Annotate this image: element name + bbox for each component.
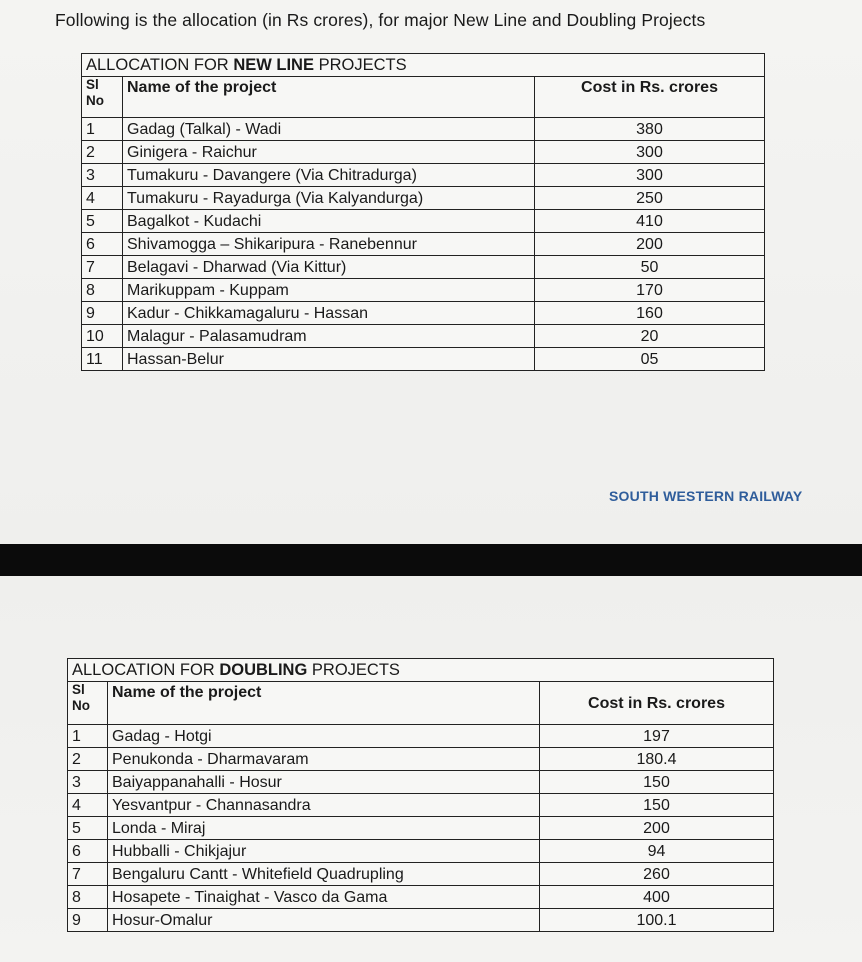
row-project-name: Kadur - Chikkamagaluru - Hassan <box>123 302 535 325</box>
row-project-name: Ginigera - Raichur <box>123 141 535 164</box>
caption-suffix: PROJECTS <box>307 660 400 679</box>
row-sl-number: 2 <box>82 141 123 164</box>
table-row <box>68 725 774 748</box>
col-sl-header <box>68 682 108 725</box>
row-project-name: Hubballi - Chikjajur <box>108 840 540 863</box>
row-cost: 20 <box>535 325 765 348</box>
row-sl-number: 8 <box>68 886 108 909</box>
new-line-table <box>81 53 765 371</box>
page-divider <box>0 544 862 576</box>
row-cost: 160 <box>535 302 765 325</box>
doubling-caption <box>68 659 774 682</box>
header-row <box>68 682 774 725</box>
table-row <box>68 748 774 771</box>
row-sl-number: 5 <box>82 210 123 233</box>
row-sl-number: 4 <box>68 794 108 817</box>
row-cost: 410 <box>535 210 765 233</box>
row-cost: 150 <box>540 771 774 794</box>
row-project-name: Belagavi - Dharwad (Via Kittur) <box>123 256 535 279</box>
row-project-name: Gadag (Talkal) - Wadi <box>123 118 535 141</box>
table-row <box>82 256 765 279</box>
caption-suffix: PROJECTS <box>313 55 407 74</box>
row-sl-number: 6 <box>82 233 123 256</box>
row-cost: 200 <box>535 233 765 256</box>
row-cost: 05 <box>535 348 765 371</box>
row-cost: 400 <box>540 886 774 909</box>
row-cost: 180.4 <box>540 748 774 771</box>
row-cost: 260 <box>540 863 774 886</box>
col-sl-header <box>82 77 123 118</box>
row-cost: 300 <box>535 141 765 164</box>
row-project-name: Bagalkot - Kudachi <box>123 210 535 233</box>
table-row <box>82 141 765 164</box>
row-sl-number: 11 <box>82 348 123 371</box>
row-project-name: Hassan-Belur <box>123 348 535 371</box>
table-row <box>82 118 765 141</box>
row-sl-number: 10 <box>82 325 123 348</box>
brand-label: SOUTH WESTERN RAILWAY <box>609 488 803 504</box>
sl-header-line2: No <box>72 698 90 713</box>
sl-header-line2: No <box>86 93 104 108</box>
row-cost: 150 <box>540 794 774 817</box>
sl-header-line1: Sl <box>86 77 99 92</box>
row-cost: 200 <box>540 817 774 840</box>
sl-header-line1: Sl <box>72 682 85 697</box>
table-row <box>82 233 765 256</box>
row-project-name: Londa - Miraj <box>108 817 540 840</box>
row-cost: 380 <box>535 118 765 141</box>
row-cost: 170 <box>535 279 765 302</box>
row-sl-number: 3 <box>82 164 123 187</box>
row-project-name: Gadag - Hotgi <box>108 725 540 748</box>
row-cost: 250 <box>535 187 765 210</box>
row-sl-number: 8 <box>82 279 123 302</box>
table-row <box>82 210 765 233</box>
row-cost: 100.1 <box>540 909 774 932</box>
row-cost: 300 <box>535 164 765 187</box>
row-sl-number: 9 <box>82 302 123 325</box>
row-project-name: Marikuppam - Kuppam <box>123 279 535 302</box>
row-sl-number: 5 <box>68 817 108 840</box>
table-row <box>82 279 765 302</box>
row-project-name: Penukonda - Dharmavaram <box>108 748 540 771</box>
doubling-table <box>67 658 774 932</box>
col-cost-header: Cost in Rs. crores <box>535 77 765 118</box>
table-row <box>68 886 774 909</box>
table-row <box>68 909 774 932</box>
row-project-name: Tumakuru - Rayadurga (Via Kalyandurga) <box>123 187 535 210</box>
caption-bold: NEW LINE <box>233 55 314 74</box>
row-project-name: Baiyappanahalli - Hosur <box>108 771 540 794</box>
intro-text: Following is the allocation (in Rs crores), for major New Line and Doubling Projects <box>55 10 706 30</box>
row-cost: 94 <box>540 840 774 863</box>
table-row <box>82 325 765 348</box>
table-row <box>82 348 765 371</box>
table-row <box>68 817 774 840</box>
row-project-name: Hosur-Omalur <box>108 909 540 932</box>
row-cost: 50 <box>535 256 765 279</box>
col-name-header: Name of the project <box>123 77 535 118</box>
table-row <box>82 187 765 210</box>
caption-bold: DOUBLING <box>219 660 308 679</box>
row-sl-number: 6 <box>68 840 108 863</box>
row-project-name: Shivamogga – Shikaripura - Ranebennur <box>123 233 535 256</box>
table-row <box>68 840 774 863</box>
col-cost-header: Cost in Rs. crores <box>540 682 774 725</box>
new-line-caption <box>82 54 765 77</box>
caption-prefix: ALLOCATION FOR <box>72 660 220 679</box>
row-sl-number: 3 <box>68 771 108 794</box>
row-sl-number: 2 <box>68 748 108 771</box>
table-row <box>68 863 774 886</box>
row-project-name: Hosapete - Tinaighat - Vasco da Gama <box>108 886 540 909</box>
row-sl-number: 7 <box>82 256 123 279</box>
row-cost: 197 <box>540 725 774 748</box>
row-sl-number: 1 <box>68 725 108 748</box>
caption-prefix: ALLOCATION FOR <box>86 55 234 74</box>
col-name-header: Name of the project <box>108 682 540 725</box>
row-project-name: Bengaluru Cantt - Whitefield Quadrupling <box>108 863 540 886</box>
table-row <box>82 164 765 187</box>
row-project-name: Yesvantpur - Channasandra <box>108 794 540 817</box>
doubling-rows <box>68 725 774 932</box>
new-line-rows <box>82 118 765 371</box>
table-row <box>68 794 774 817</box>
row-sl-number: 1 <box>82 118 123 141</box>
row-sl-number: 9 <box>68 909 108 932</box>
table-row <box>68 771 774 794</box>
table-row <box>82 302 765 325</box>
header-row <box>82 77 765 118</box>
row-sl-number: 4 <box>82 187 123 210</box>
row-project-name: Tumakuru - Davangere (Via Chitradurga) <box>123 164 535 187</box>
row-sl-number: 7 <box>68 863 108 886</box>
row-project-name: Malagur - Palasamudram <box>123 325 535 348</box>
